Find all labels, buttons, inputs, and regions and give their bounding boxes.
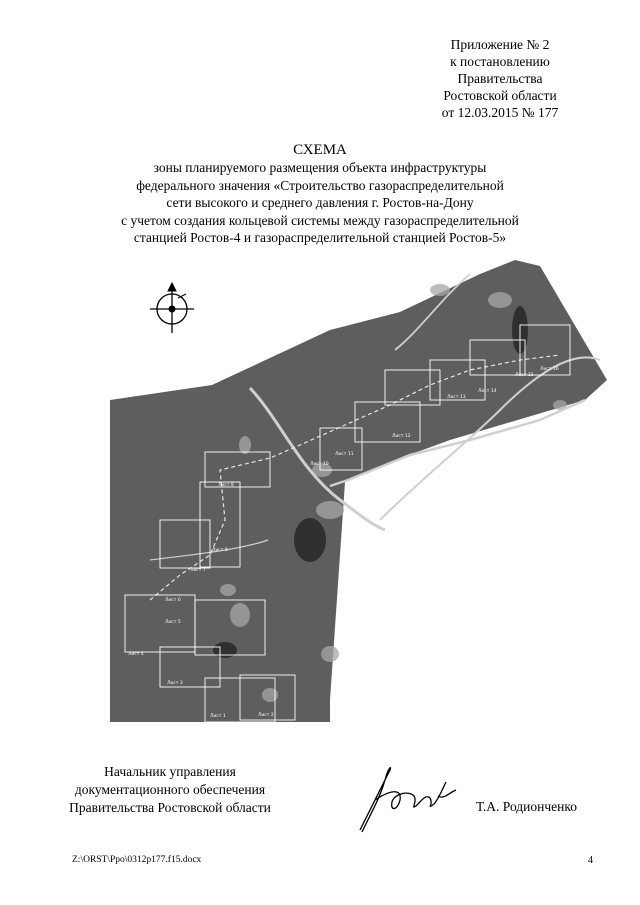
- sheet-label: Лист 16: [540, 367, 559, 372]
- handwritten-signature: [330, 760, 470, 840]
- sheet-label: Лист 13: [447, 395, 466, 400]
- title-line: станцией Ростов-4 и газораспределительной станцией Ростов-5»: [133, 230, 507, 245]
- annex-line: к постановлению: [450, 54, 550, 69]
- title-line: с учетом создания кольцевой системы между газораспределительной: [121, 212, 519, 228]
- title-line: зоны планируемого размещения объекта инфраструктуры: [153, 160, 487, 175]
- sheet-label: Лист 11: [335, 452, 354, 457]
- sheet-label: Лист 4: [128, 652, 144, 657]
- annex-line: от 12.03.2015 № 177: [441, 105, 559, 120]
- annex-line: Ростовской области: [443, 88, 557, 103]
- annex-line: Приложение № 2: [450, 37, 550, 52]
- file-path: Z:\ORST\Ppo\0312p177.f15.docx: [72, 855, 202, 865]
- title-heading: СХЕМА: [293, 142, 347, 158]
- title-line: сети высокого и среднего давления г. Ростов-на-Дону: [166, 195, 474, 210]
- position-line: Правительства Ростовской области: [69, 800, 271, 815]
- sheet-label: Лист 3: [167, 681, 183, 686]
- annex-line: Правительства: [457, 71, 543, 86]
- signatory-position: [40, 763, 300, 817]
- sheet-label: Лист 15: [515, 373, 534, 378]
- sheet-label: Лист 9: [218, 483, 234, 488]
- territory-polygon: [110, 260, 607, 722]
- sheet-label: Лист 5: [165, 620, 181, 625]
- sheet-label: Лист 6: [165, 598, 181, 603]
- signatory-name: Т.А. Родионченко: [476, 799, 577, 814]
- page-number: 4: [588, 855, 593, 866]
- title-line: федерального значения «Строительство газораспределительной: [136, 177, 504, 193]
- position-line: документационного обеспечения: [74, 782, 266, 797]
- sheet-label: Лист 1: [210, 714, 226, 719]
- sheet-label: Лист 12: [392, 434, 411, 439]
- sheet-label: Лист 14: [478, 389, 497, 394]
- north-arrow-icon: [150, 283, 194, 333]
- sheet-label: Лист 8: [212, 548, 228, 553]
- sheet-label: Лист 7: [190, 568, 206, 573]
- position-line: Начальник управления: [104, 764, 236, 779]
- sheet-label: Лист 10: [310, 462, 329, 467]
- sheet-label: Лист 2: [258, 713, 274, 718]
